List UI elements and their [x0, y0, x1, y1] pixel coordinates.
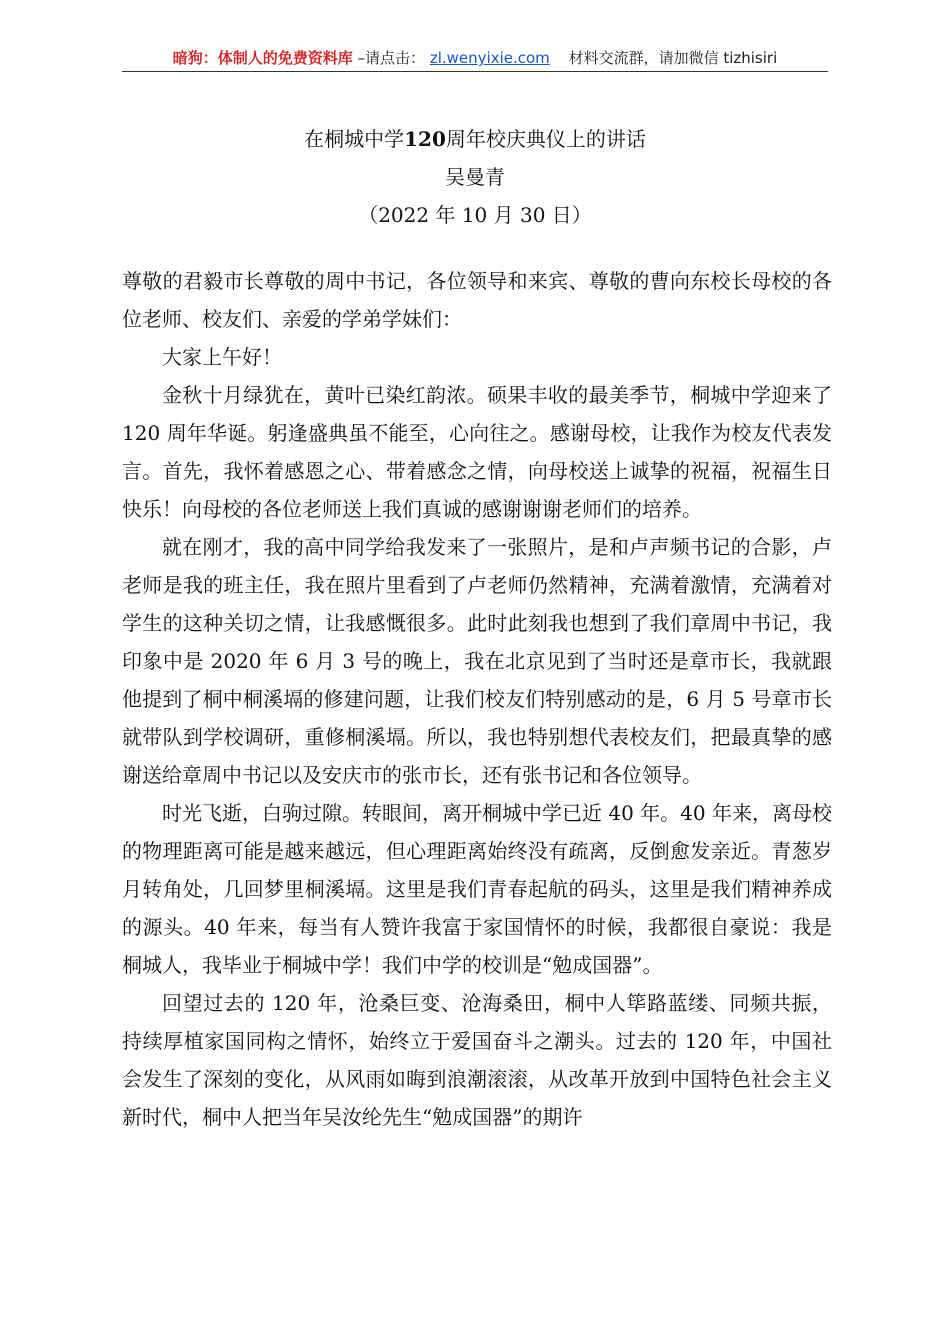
body-paragraph-2: 就在刚才，我的高中同学给我发来了一张照片，是和卢声频书记的合影，卢老师是我的班主任，我在照片里看到了卢老师仍然精神，充满着激情，充满着对学生的这种关切之情，让我感慨很多。此时此刻我也想到了我们章周中书记，我印象中是 2020 年 6 月 3 号的晚上，我在北京见到了当时还是章市长，我就跟他提到了桐中桐溪塥的修建问题，让我们校友们特别感动的是，6 月 5 号章市长就带队到学校调研，重修桐溪塥。所以，我也特别想代表校友们，把最真挚的感谢送给章周中书记以及安庆市的张市长，还有张书记和各位领导。 — [122, 535, 832, 787]
title-number: 120 — [404, 127, 446, 151]
document-title — [122, 120, 828, 158]
header-link[interactable]: zl.wenyixie.com — [429, 49, 550, 67]
body-paragraph-4: 回望过去的 120 年，沧桑巨变、沧海桑田，桐中人筚路蓝缕、同频共振，持续厚植家国同构之情怀，始终立于爱国奋斗之潮头。过去的 120 年，中国社会发生了深刻的变化，从风雨如晦到浪潮滚滚，从改革开放到中国特色社会主义新时代，桐中人把当年吴汝纶先生“勉成国器”的期许 — [122, 991, 832, 1129]
salutation-paragraph: 尊敬的君毅市长尊敬的周中书记，各位领导和来宾、尊敬的曹向东校长母校的各位老师、校友们、亲爱的学弟学妹们： — [122, 269, 832, 331]
title-prefix: 在桐城中学 — [304, 127, 405, 151]
header-divider — [122, 71, 828, 72]
body-paragraph-3: 时光飞逝，白驹过隙。转眼间，离开桐城中学已近 40 年。40 年来，离母校的物理距离可能是越来越远，但心理距离始终没有疏离，反倒愈发亲近。青葱岁月转角处，几回梦里桐溪塥。这里是我们青春起航的码头，这里是我们精神养成的源头。40 年来，每当有人赞许我富于家国情怀的时候，我都很自豪说：我是桐城人，我毕业于桐城中学！我们中学的校训是“勉成国器”。 — [122, 801, 832, 977]
document-body — [122, 262, 832, 1136]
body-paragraph-1: 金秋十月绿犹在，黄叶已染红韵浓。硕果丰收的最美季节，桐城中学迎来了 120 周年华诞。躬逢盛典虽不能至，心向往之。感谢母校，让我作为校友代表发言。首先，我怀着感恩之心、带着感念之情，向母校送上诚挚的祝福，祝福生日快乐！向母校的各位老师送上我们真诚的感谢谢谢老师们的培养。 — [122, 383, 832, 521]
title-block — [122, 120, 828, 234]
document-date: （2022 年 10 月 30 日） — [358, 203, 592, 227]
header-brand: 暗狗：体制人的免费资料库 — [172, 49, 353, 67]
header-contact: 材料交流群，请加微信 tizhisiri — [568, 49, 778, 67]
title-suffix: 周年校庆典仪上的讲话 — [445, 127, 646, 151]
header-prompt: –请点击： — [357, 49, 426, 67]
document-author: 吴曼青 — [445, 165, 505, 189]
greeting-paragraph: 大家上午好！ — [162, 345, 282, 369]
page-header — [122, 46, 828, 74]
